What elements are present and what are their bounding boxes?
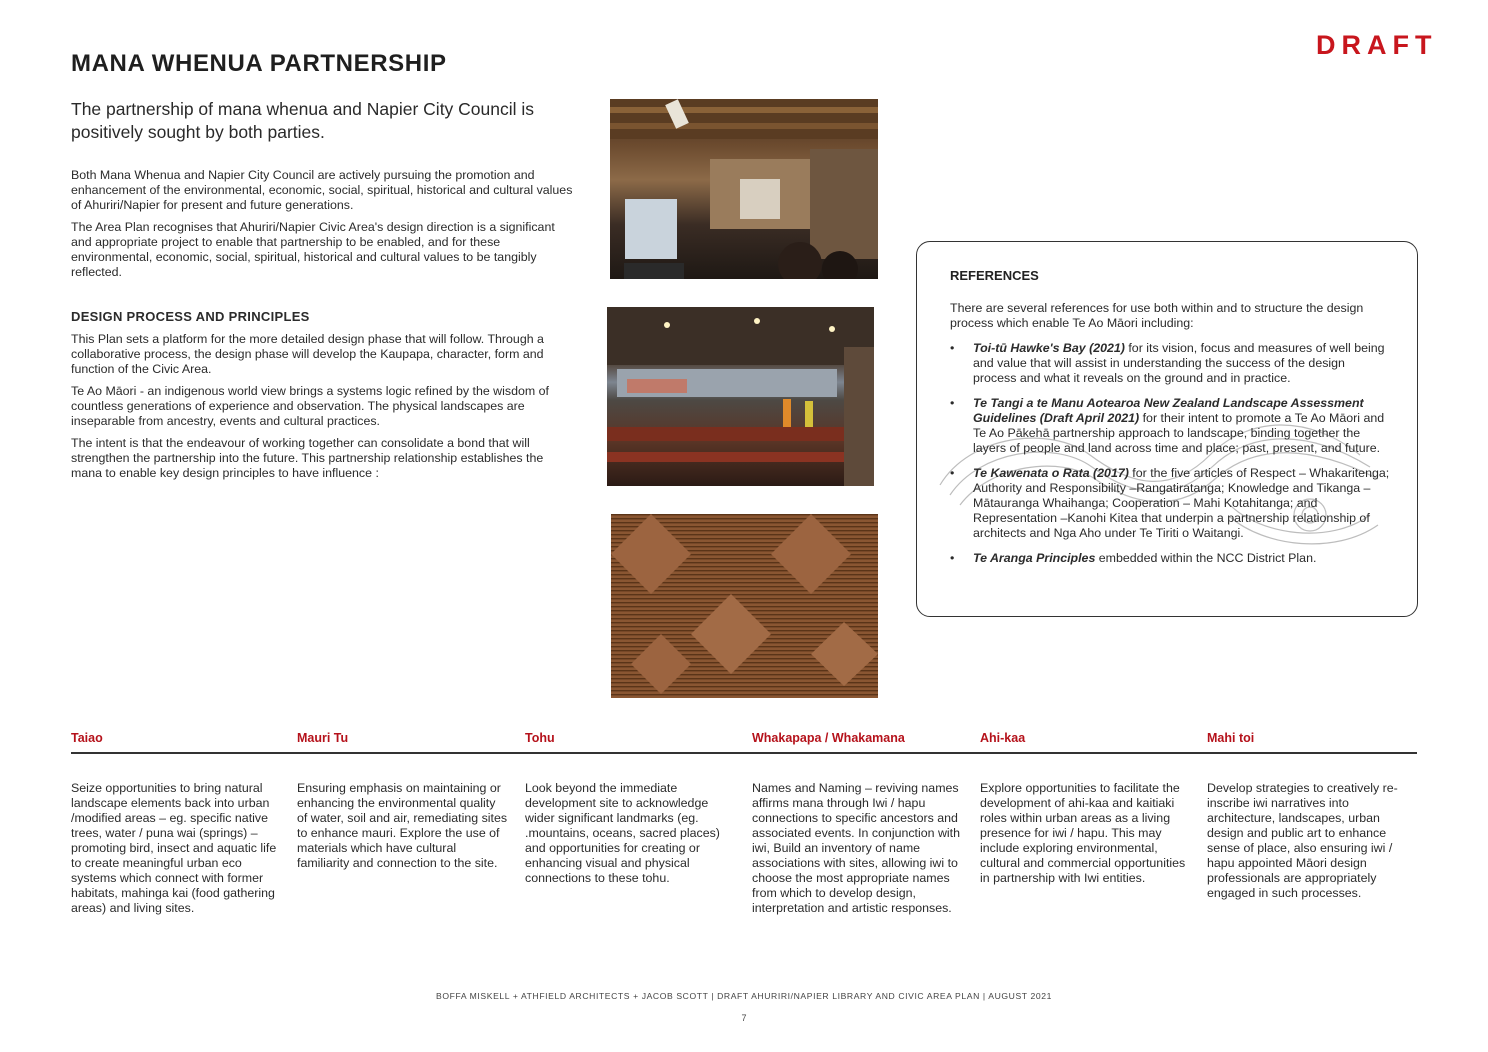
principle-text: Names and Naming – reviving names affirms mana through Iwi / hapu connections to specific ancestors and associated events. In conjunction with iwi, Build an inventory of name associations with sites, allowing iwi to choose the most appropriate names from which to develop design, interpretation and artistic responses. <box>752 781 961 915</box>
reference-text: for its vision, focus and measures of well being and value that will assist in understanding the success of the design process and what it reveals on the ground and in practice. <box>973 341 1385 385</box>
intro-text <box>71 168 576 287</box>
principle-heading: Ahi-kaa <box>980 731 1026 745</box>
design-heading: DESIGN PROCESS AND PRINCIPLES <box>71 309 310 324</box>
reference-text: for their intent to promote a Te Ao Māori and Te Ao Pākehā partnership approach to landscape, binding together the layers of people and land across time and place; past, present, and future. <box>973 411 1385 455</box>
draft-label: DRAFT <box>1316 30 1438 60</box>
principle-mauri-tu <box>297 731 509 871</box>
principle-heading: Mahi toi <box>1207 731 1255 745</box>
bullet-icon: • <box>950 341 955 355</box>
reference-item <box>950 341 1390 386</box>
reference-text: for the five articles of Respect – Whakaritenga; Authority and Responsibility –Rangatiratanga; Knowledge and Tikanga – Mātauranga Whaihanga; Cooperation – Mahi Kotahitanga; and Representation –Kanohi Kitea that underpin a partnership relationship of architects and Nga Aho under Te Tiriti o Waitangi. <box>973 466 1390 540</box>
principle-mahi-toi <box>1207 731 1419 901</box>
bullet-icon: • <box>950 396 955 410</box>
page-number: 7 <box>741 1013 747 1023</box>
design-paragraph-1: This Plan sets a platform for the more detailed design phase that will follow. Through a collaborative process, the design phase will develop the Kaupapa, character, form and function of the Civic Area. <box>71 332 544 376</box>
intro-paragraph-1: Both Mana Whenua and Napier City Council are actively pursuing the promotion and enhancement of the environmental, economic, social, spiritual, historical and cultural values of Ahuriri/Napier for present and future generations. <box>71 168 573 212</box>
principle-text: Ensuring emphasis on maintaining or enhancing the environmental quality of water, soil and air, remediating sites to enhance mauri. Explore the use of materials which have cultural familiarity and connection to the site. <box>297 781 508 870</box>
workshop-illustration <box>607 307 874 486</box>
photo-interior-corridor <box>610 99 878 279</box>
reference-item <box>950 396 1390 456</box>
design-text <box>71 332 576 488</box>
reference-name: Te Aranga Principles <box>973 551 1096 565</box>
references-intro: There are several references for use both within and to structure the design process which enable Te Ao Māori including: <box>950 301 1364 330</box>
design-paragraph-2: Te Ao Māori - an indigenous world view brings a systems logic refined by the wisdom of countless generations of experience and observation. The physical landscapes are inseparable from ancestry, events and cultural practices. <box>71 384 549 428</box>
principle-text: Explore opportunities to facilitate the development of ahi-kaa and kaitiaki roles within urban areas as a living presence for iwi / hapu. This may include exploring environmental, cultural and commercial opportunities in partnership with Iwi entities. <box>980 781 1186 885</box>
lead-statement: The partnership of mana whenua and Napier City Council is positively sought by both parties. <box>71 99 535 142</box>
principle-taiao <box>71 731 283 916</box>
references-list <box>950 341 1390 576</box>
principle-tohu <box>525 731 737 886</box>
reference-item <box>950 551 1390 566</box>
references-title: REFERENCES <box>950 268 1039 283</box>
principle-ahi-kaa <box>980 731 1192 886</box>
principle-text: Develop strategies to creatively re-inscribe iwi narratives into architecture, landscapes, urban design and public art to enhance sense of place, also ensuring iwi / hapu appointed Māori design professionals are appropriately engaged in such processes. <box>1207 781 1398 900</box>
reference-name: Toi-tū Hawke's Bay (2021) <box>973 341 1125 355</box>
principle-heading: Mauri Tu <box>297 731 349 745</box>
corridor-illustration <box>610 99 878 279</box>
bullet-icon: • <box>950 466 955 480</box>
reference-text: embedded within the NCC District Plan. <box>1095 551 1317 565</box>
intro-paragraph-2: The Area Plan recognises that Ahuriri/Napier Civic Area's design direction is a significant and appropriate project to enable that partnership to be enabled, and for these environmental, economic, social, spiritual, historical and cultural values to be tangibly reflected. <box>71 220 555 279</box>
reference-item <box>950 466 1390 541</box>
principle-whakapapa <box>752 731 964 916</box>
footer-credits: BOFFA MISKELL + ATHFIELD ARCHITECTS + JACOB SCOTT | DRAFT AHURIRI/NAPIER LIBRARY AND CIVIC AREA PLAN | AUGUST 2021 <box>435 991 1053 1001</box>
principle-heading: Taiao <box>71 731 103 745</box>
design-paragraph-3: The intent is that the endeavour of working together can consolidate a bond that will strengthen the partnership into the future. This partnership relationship establishes the mana to enable key design principles to have influence : <box>71 436 544 480</box>
reference-name: Te Kawenata o Rata (2017) <box>973 466 1129 480</box>
photo-carved-panel <box>611 514 878 698</box>
principle-heading: Tohu <box>525 731 555 745</box>
principle-text: Look beyond the immediate development site to acknowledge wider significant landmarks (eg. .mountains, oceans, sacred places) and opportunities for creating or enhancing visual and physical connections to these tohu. <box>525 781 720 885</box>
principle-text: Seize opportunities to bring natural landscape elements back into urban /modified areas – eg. specific native trees, water / puna wai (springs) – promoting bird, insect and aquatic life to create meaningful urban eco systems which connect with former habitats, mahinga kai (food gathering areas) and living sites. <box>71 781 277 915</box>
reference-name: Te Tangi a te Manu Aotearoa New Zealand Landscape Assessment Guidelines (Draft April 2021) <box>973 396 1364 425</box>
bullet-icon: • <box>950 551 955 565</box>
principle-heading: Whakapapa / Whakamana <box>752 731 905 745</box>
page-title: MANA WHENUA PARTNERSHIP <box>71 50 447 77</box>
carved-panel-illustration <box>611 514 878 698</box>
photo-marae-workshop <box>607 307 874 486</box>
